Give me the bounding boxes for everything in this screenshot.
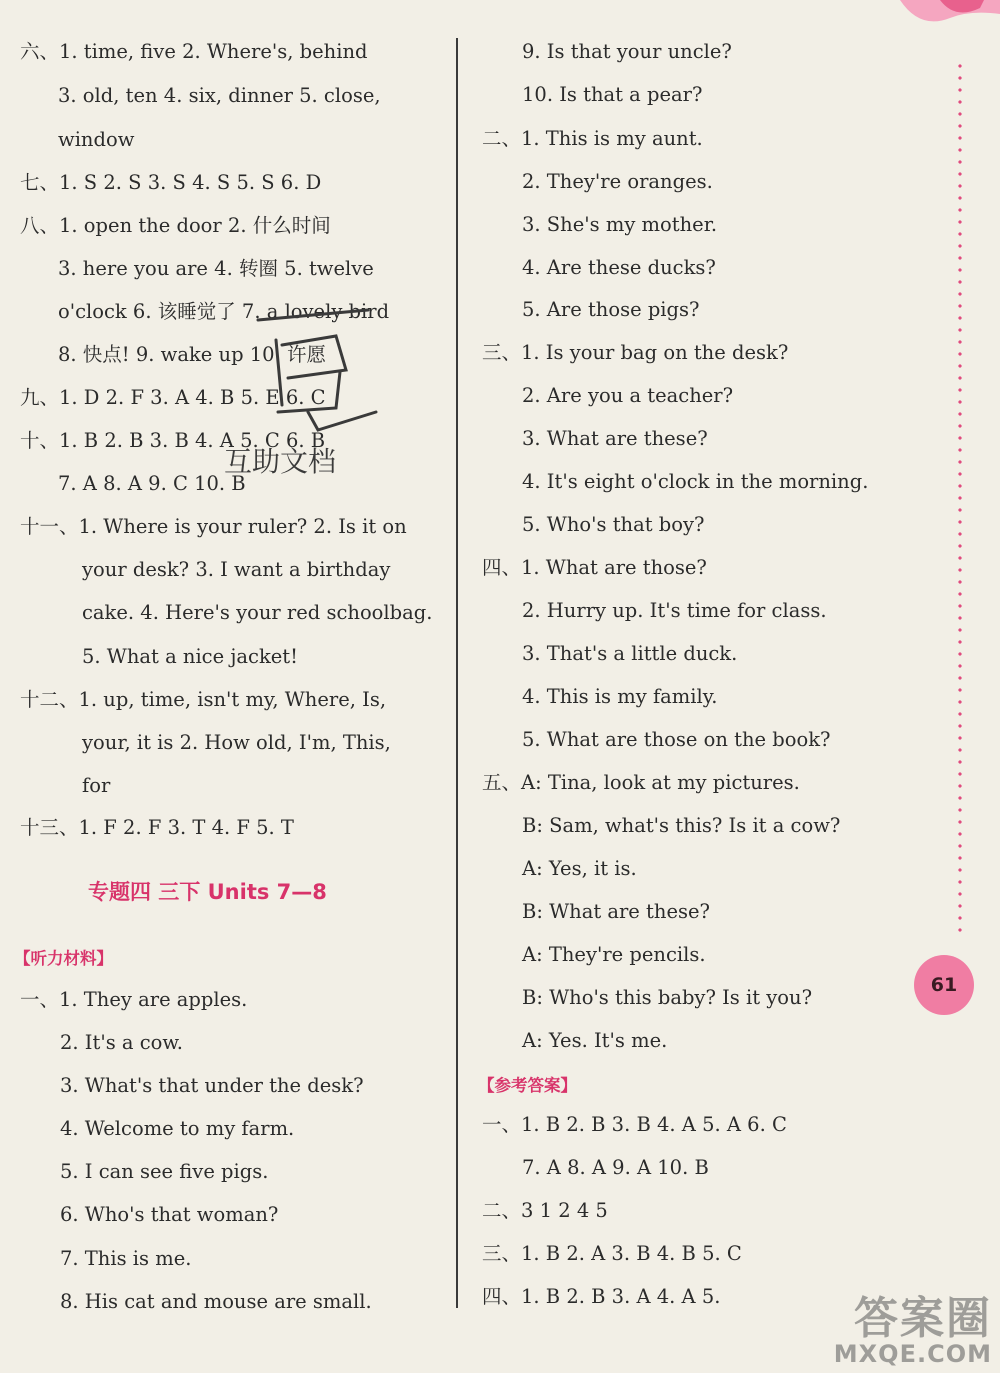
answer-line: A: Yes, it is. [522, 857, 637, 880]
answer-line: 6. Who's that woman? [60, 1203, 279, 1226]
answer-line: 4. It's eight o'clock in the morning. [522, 470, 869, 493]
answer-line: 十、1. B 2. B 3. B 4. A 5. C 6. B [20, 429, 326, 452]
answer-line: 二、1. This is my aunt. [482, 127, 703, 150]
answer-line: 9. Is that your uncle? [522, 40, 732, 63]
answer-line: 十三、1. F 2. F 3. T 4. F 5. T [20, 816, 294, 839]
answer-line: 3. What are these? [522, 427, 708, 450]
stamp-text: 互助文档 [224, 445, 337, 478]
watermark-url: MXQE.COM [833, 1339, 992, 1368]
answer-line: 2. They're oranges. [522, 170, 713, 193]
answer-line: 九、1. D 2. F 3. A 4. B 5. E 6. C [20, 386, 326, 409]
answer-line: 7. A 8. A 9. C 10. B [58, 472, 246, 495]
answer-line: 3. She's my mother. [522, 213, 718, 236]
answer-line: 4. This is my family. [522, 685, 718, 708]
answer-line: 3. That's a little duck. [522, 642, 738, 665]
answer-line: 六、1. time, five 2. Where's, behind [20, 40, 368, 63]
watermark-logo-text: 答案圈 [854, 1292, 992, 1344]
answer-line: B: Who's this baby? Is it you? [522, 986, 813, 1009]
answer-line: 5. Are those pigs? [522, 298, 700, 321]
answer-line: 3. here you are 4. 转圈 5. twelve [58, 257, 374, 280]
answer-line: 5. Who's that boy? [522, 513, 705, 536]
answer-line: your, it is 2. How old, I'm, This, [82, 731, 391, 754]
answer-line: 一、1. B 2. B 3. B 4. A 5. A 6. C [482, 1113, 787, 1136]
answer-line: 三、1. Is your bag on the desk? [482, 341, 789, 364]
answer-line: window [58, 128, 135, 151]
answer-line: B: Sam, what's this? Is it a cow? [522, 814, 841, 837]
answer-line: your desk? 3. I want a birthday [82, 558, 391, 581]
answer-key-tag: 【参考答案】 [478, 1076, 577, 1095]
answer-line: 2. It's a cow. [60, 1031, 183, 1054]
corner-decoration [880, 0, 1000, 40]
page-number: 61 [914, 955, 974, 1015]
answer-line: 十二、1. up, time, isn't my, Where, Is, [20, 688, 387, 711]
answer-line: 四、1. B 2. B 3. A 4. A 5. [482, 1285, 721, 1308]
answer-line: 3. old, ten 4. six, dinner 5. close, [58, 84, 381, 107]
answer-line: o'clock 6. 该睡觉了 7. a lovely bird [58, 300, 390, 323]
listening-material-tag: 【听力材料】 [14, 949, 113, 968]
answer-line: 3. What's that under the desk? [60, 1074, 364, 1097]
answer-line: 8. His cat and mouse are small. [60, 1290, 372, 1313]
site-watermark [833, 1292, 992, 1368]
answer-line: cake. 4. Here's your red schoolbag. [82, 601, 433, 624]
answer-line: 5. What a nice jacket! [82, 645, 298, 668]
answer-line: 三、1. B 2. A 3. B 4. B 5. C [482, 1242, 742, 1265]
answer-line: 10. Is that a pear? [522, 83, 703, 106]
answer-line: 4. Are these ducks? [522, 256, 716, 279]
answer-line: 八、1. open the door 2. 什么时间 [20, 214, 331, 237]
answer-line: A: They're pencils. [522, 943, 706, 966]
section-title: 专题四 三下 Units 7—8 [88, 880, 327, 904]
answer-line: 4. Welcome to my farm. [60, 1117, 295, 1140]
answer-line: 七、1. S 2. S 3. S 4. S 5. S 6. D [20, 171, 322, 194]
answer-line: 五、A: Tina, look at my pictures. [482, 771, 800, 794]
answer-line: 2. Are you a teacher? [522, 384, 734, 407]
dotted-margin-line [958, 60, 962, 940]
answer-line: 5. I can see five pigs. [60, 1160, 269, 1183]
answer-line: 7. A 8. A 9. A 10. B [522, 1156, 709, 1179]
answer-line: 十一、1. Where is your ruler? 2. Is it on [20, 515, 407, 538]
answer-line: 一、1. They are apples. [20, 988, 248, 1011]
answer-line: 2. Hurry up. It's time for class. [522, 599, 827, 622]
answer-line: A: Yes. It's me. [522, 1029, 668, 1052]
answer-line: B: What are these? [522, 900, 710, 923]
answer-line: 5. What are those on the book? [522, 728, 831, 751]
answer-line: 二、3 1 2 4 5 [482, 1199, 608, 1222]
answer-line: 8. 快点! 9. wake up 10. 许愿 [58, 343, 326, 366]
column-divider [456, 38, 458, 1308]
answer-line: 7. This is me. [60, 1247, 192, 1270]
answer-line: 四、1. What are those? [482, 556, 707, 579]
answer-line: for [82, 774, 111, 797]
